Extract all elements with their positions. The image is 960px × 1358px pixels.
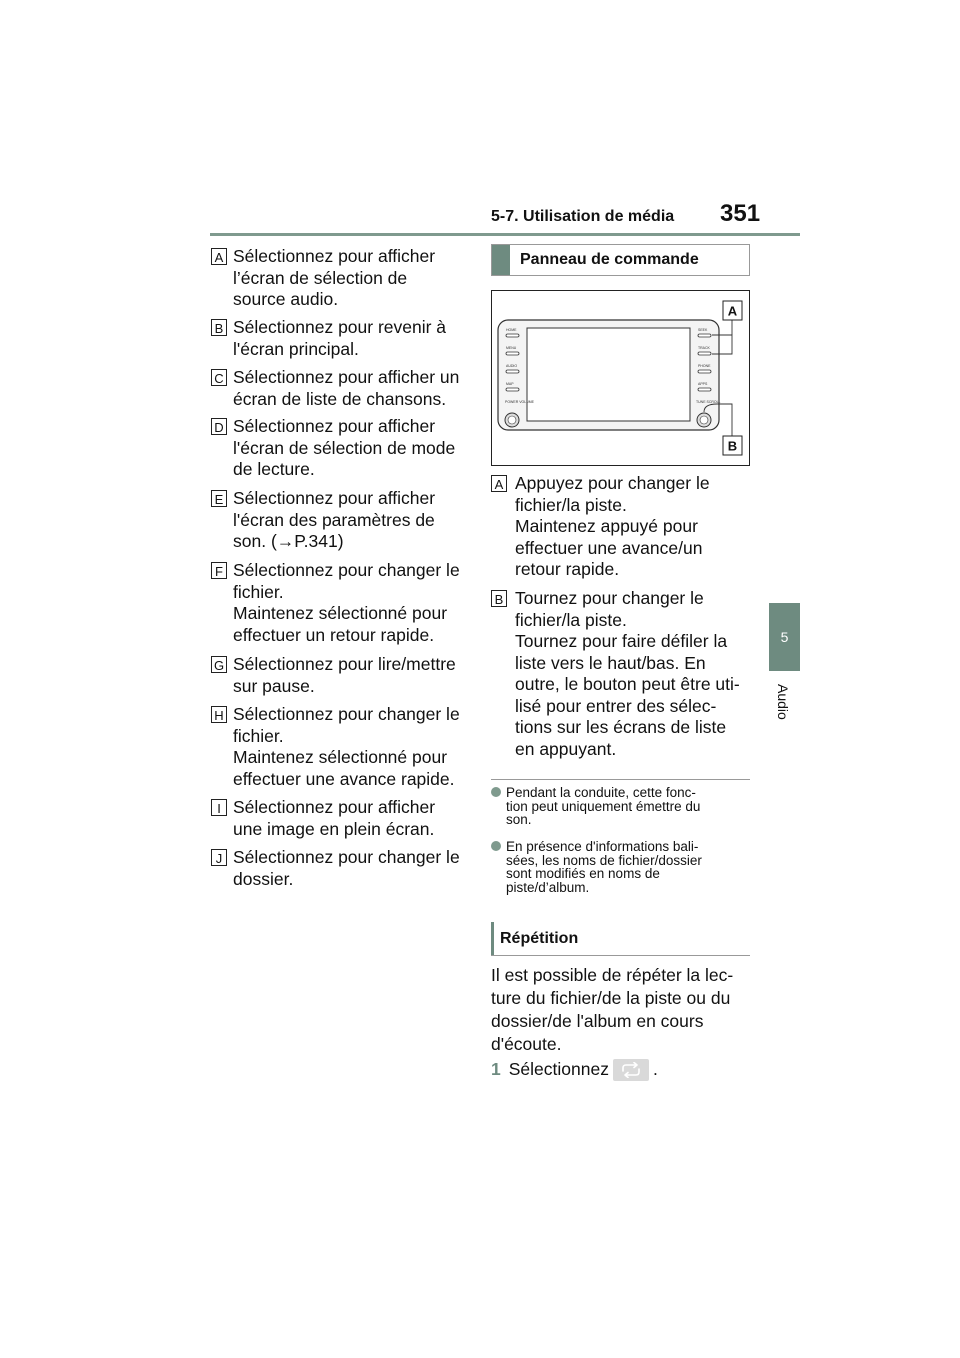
btn-label-phone: PHONE xyxy=(698,364,711,368)
item-badge: A xyxy=(491,475,507,492)
head-unit-screen xyxy=(527,328,690,421)
item-text: Sélectionnez pour changer le fichier. Maintenez sélectionné pour effectuer une avance rapide. xyxy=(233,704,460,789)
notes-rule xyxy=(491,779,750,780)
btn-label-audio: AUDIO xyxy=(506,364,518,368)
note-text: En présence d'informations bali- sées, les noms de fichier/dossier sont modifiés en noms de piste/d’album. xyxy=(506,839,702,895)
page-number: 351 xyxy=(720,200,761,227)
header-rule xyxy=(210,233,800,236)
repeat-heading-text: Répétition xyxy=(500,929,579,947)
item-text: Tournez pour changer le fichier/la piste. Tournez pour faire défiler la liste vers le haut/bas. En outre, le bouton peut être uti- lisé pour entrer des sélec- tions sur les écrans de liste en appuyant. xyxy=(515,588,740,759)
repeat-heading xyxy=(491,922,750,956)
list-item xyxy=(211,317,466,360)
item-badge: B xyxy=(491,590,507,607)
chapter-number: 5 xyxy=(780,629,789,645)
bullet-icon xyxy=(491,841,501,851)
step-number: 1 xyxy=(491,1059,501,1079)
step-1 xyxy=(491,1059,658,1081)
heading-bar xyxy=(492,245,510,275)
chapter-label: Audio xyxy=(775,684,791,720)
step-end: . xyxy=(652,1059,658,1079)
note-item xyxy=(491,786,751,827)
repeat-icon xyxy=(619,1062,643,1078)
item-text: Sélectionnez pour lire/mettre sur pause. xyxy=(233,654,456,696)
panel-heading-text: Panneau de commande xyxy=(520,251,699,268)
list-item xyxy=(211,488,466,553)
list-item xyxy=(211,367,466,410)
btn-label-tune: TUNE SCROLL xyxy=(696,400,721,404)
step-text: Sélectionnez xyxy=(508,1059,609,1079)
callout-b-label: B xyxy=(727,438,738,454)
list-item xyxy=(491,588,751,760)
btn-label-menu: MENU xyxy=(506,346,517,350)
item-text: Sélectionnez pour afficher l'écran des paramètres de son. (→P.341) xyxy=(233,488,436,551)
btn-label-apps: APPS xyxy=(698,382,708,386)
note-text: Pendant la conduite, cette fonc- tion peut uniquement émettre du son. xyxy=(506,785,701,827)
repeat-button[interactable] xyxy=(613,1059,649,1081)
item-badge: H xyxy=(211,706,227,723)
list-item xyxy=(211,704,466,790)
item-text: Sélectionnez pour afficher une image en plein écran. xyxy=(233,797,436,839)
item-badge: I xyxy=(211,799,227,816)
item-badge: E xyxy=(211,490,227,507)
item-text: Sélectionnez pour changer le dossier. xyxy=(233,847,460,889)
chapter-tab xyxy=(769,603,800,671)
btn-label-track: TRACK xyxy=(698,346,710,350)
list-item xyxy=(491,473,751,581)
panel-heading xyxy=(491,244,750,276)
item-text: Sélectionnez pour changer le fichier. Maintenez sélectionné pour effectuer un retour rapide. xyxy=(233,560,460,645)
item-text: Sélectionnez pour afficher un écran de liste de chansons. xyxy=(233,367,460,409)
item-badge: D xyxy=(211,418,227,435)
item-text: Sélectionnez pour afficher l’écran de sélection de source audio. xyxy=(233,246,436,309)
list-item xyxy=(211,654,466,697)
item-text: Sélectionnez pour afficher l'écran de sélection de mode de lecture. xyxy=(233,416,456,479)
btn-label-seek: SEEK xyxy=(698,328,708,332)
item-badge: J xyxy=(211,849,227,866)
section-title: 5-7. Utilisation de média xyxy=(491,208,675,225)
item-badge: G xyxy=(211,656,227,673)
list-item xyxy=(211,847,466,890)
callout-a-label: A xyxy=(727,303,738,319)
control-panel-figure xyxy=(491,290,750,466)
item-text: Sélectionnez pour revenir à l'écran principal. xyxy=(233,317,447,359)
btn-label-power: POWER VOLUME xyxy=(505,400,534,404)
bullet-icon xyxy=(491,787,501,797)
item-badge: A xyxy=(211,248,227,265)
btn-label-home: HOME xyxy=(506,328,517,332)
item-badge: F xyxy=(211,562,227,579)
item-badge: B xyxy=(211,319,227,336)
list-item xyxy=(211,797,466,840)
note-item xyxy=(491,840,751,894)
heading-bar xyxy=(491,922,494,955)
item-badge: C xyxy=(211,369,227,386)
list-item xyxy=(211,560,466,646)
repeat-paragraph: Il est possible de répéter la lec- ture du fichier/de la piste ou du dossier/de l'album en cours d'écoute. xyxy=(491,965,734,1054)
list-item xyxy=(211,246,466,311)
item-text: Appuyez pour changer le fichier/la piste. Maintenez appuyé pour effectuer une avance/un retour rapide. xyxy=(515,473,710,579)
btn-label-map: MAP xyxy=(506,382,514,386)
list-item xyxy=(211,416,466,481)
